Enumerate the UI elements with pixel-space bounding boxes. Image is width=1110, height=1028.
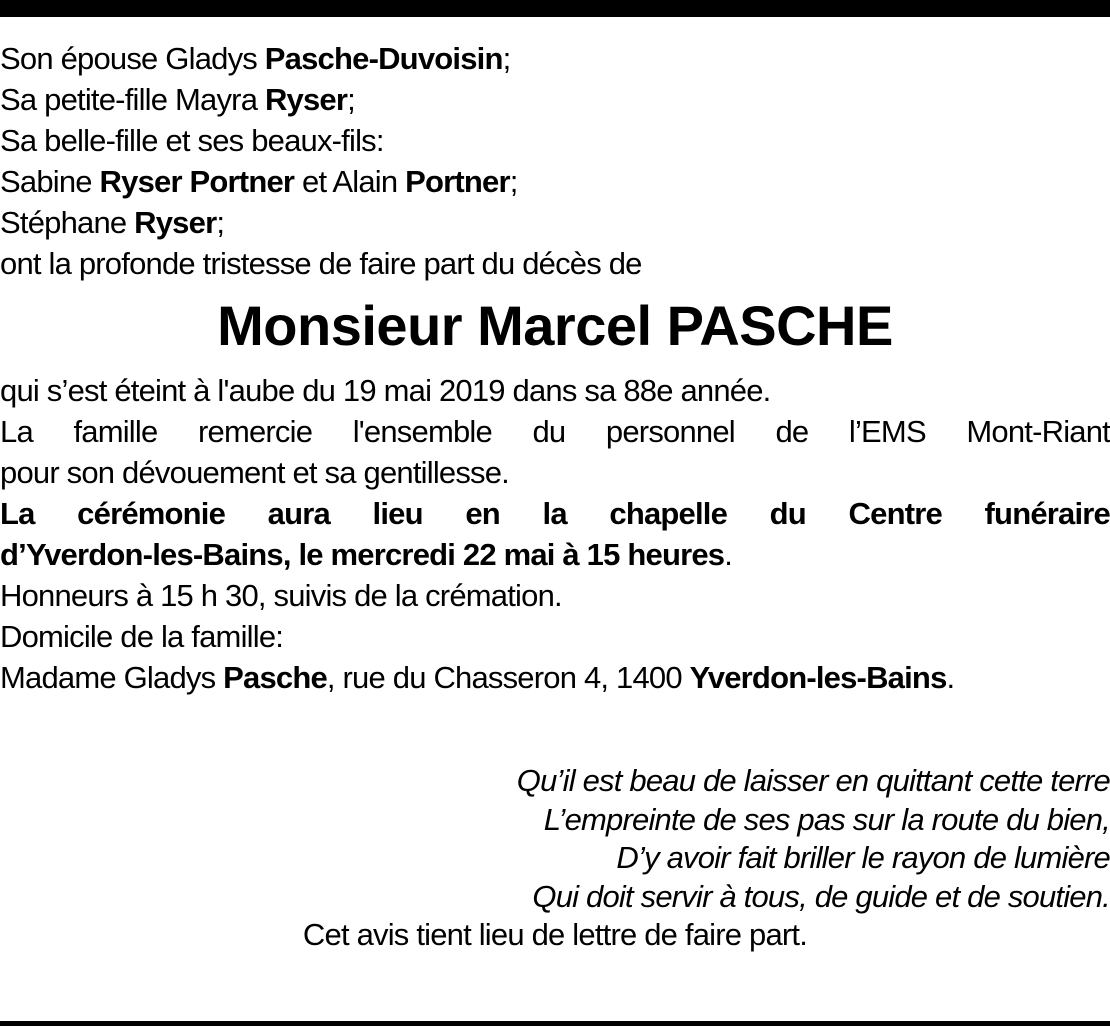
- details-line-thanks-cont: pour son dévouement et sa gentillesse.: [0, 455, 509, 490]
- text: Sa petite-fille Mayra: [0, 82, 265, 117]
- family-line-granddaughter: [0, 79, 1110, 120]
- poem: [0, 762, 1110, 916]
- honours-line: Honneurs à 15 h 30, suivis de la crémation.: [0, 578, 562, 613]
- domicile-address: [0, 657, 1110, 698]
- family-line-spouse: [0, 38, 1110, 79]
- poem-line: Qui doit servir à tous, de guide et de soutien.: [532, 878, 1110, 914]
- text: , rue du Chasseron 4, 1400: [326, 660, 690, 695]
- name-bold: Pasche: [223, 660, 327, 695]
- text: ;: [509, 164, 518, 199]
- ceremony-line-cont: [0, 534, 1110, 575]
- text: Madame Gladys: [0, 660, 224, 695]
- ceremony-line: La cérémonie aura lieu en la chapelle du Centre funéraire: [0, 496, 1110, 531]
- family-line-sabine-alain: [0, 161, 1110, 202]
- bottom-rule: [0, 1021, 1110, 1026]
- text: .: [724, 537, 733, 572]
- poem-line: Qu’il est beau de laisser en quittant cette terre: [516, 763, 1110, 798]
- text: Sabine: [0, 164, 100, 199]
- text: Son épouse Gladys: [0, 41, 265, 76]
- details-line-death: qui s’est éteint à l'aube du 19 mai 2019 dans sa 88e année.: [0, 373, 771, 408]
- closing-note: Cet avis tient lieu de lettre de faire part.: [302, 917, 808, 952]
- name-bold: Pasche-Duvoisin: [264, 41, 503, 76]
- family-line-stephane: [0, 202, 1110, 243]
- text: ;: [347, 82, 355, 117]
- text: Stéphane: [0, 205, 135, 240]
- name-bold: Ryser Portner: [99, 164, 295, 199]
- top-rule: [0, 0, 1110, 17]
- family-line-in-laws-heading: Sa belle-fille et ses beaux-fils:: [0, 123, 384, 158]
- poem-line: L’empreinte de ses pas sur la route du bien,: [543, 801, 1110, 837]
- ceremony-bold: d’Yverdon-les-Bains, le mercredi 22 mai à 15 heures: [0, 537, 725, 572]
- name-bold: Portner: [405, 164, 510, 199]
- text: ;: [502, 41, 511, 76]
- city-bold: Yverdon-les-Bains: [689, 660, 947, 695]
- domicile-heading: Domicile de la famille:: [0, 619, 284, 654]
- announcement-line: ont la profonde tristesse de faire part du décès de: [0, 246, 642, 281]
- name-bold: Ryser: [134, 205, 217, 240]
- poem-line: D’y avoir fait briller le rayon de lumière: [616, 840, 1110, 875]
- details-line-thanks: La famille remercie l'ensemble du personnel de l’EMS Mont-Riant: [0, 414, 1110, 449]
- text: et Alain: [294, 164, 406, 199]
- deceased-name: Monsieur Marcel PASCHE: [217, 294, 893, 357]
- text: .: [946, 660, 955, 695]
- name-bold: Ryser: [264, 82, 348, 117]
- obituary-notice: [0, 38, 1110, 698]
- text: ;: [216, 205, 225, 240]
